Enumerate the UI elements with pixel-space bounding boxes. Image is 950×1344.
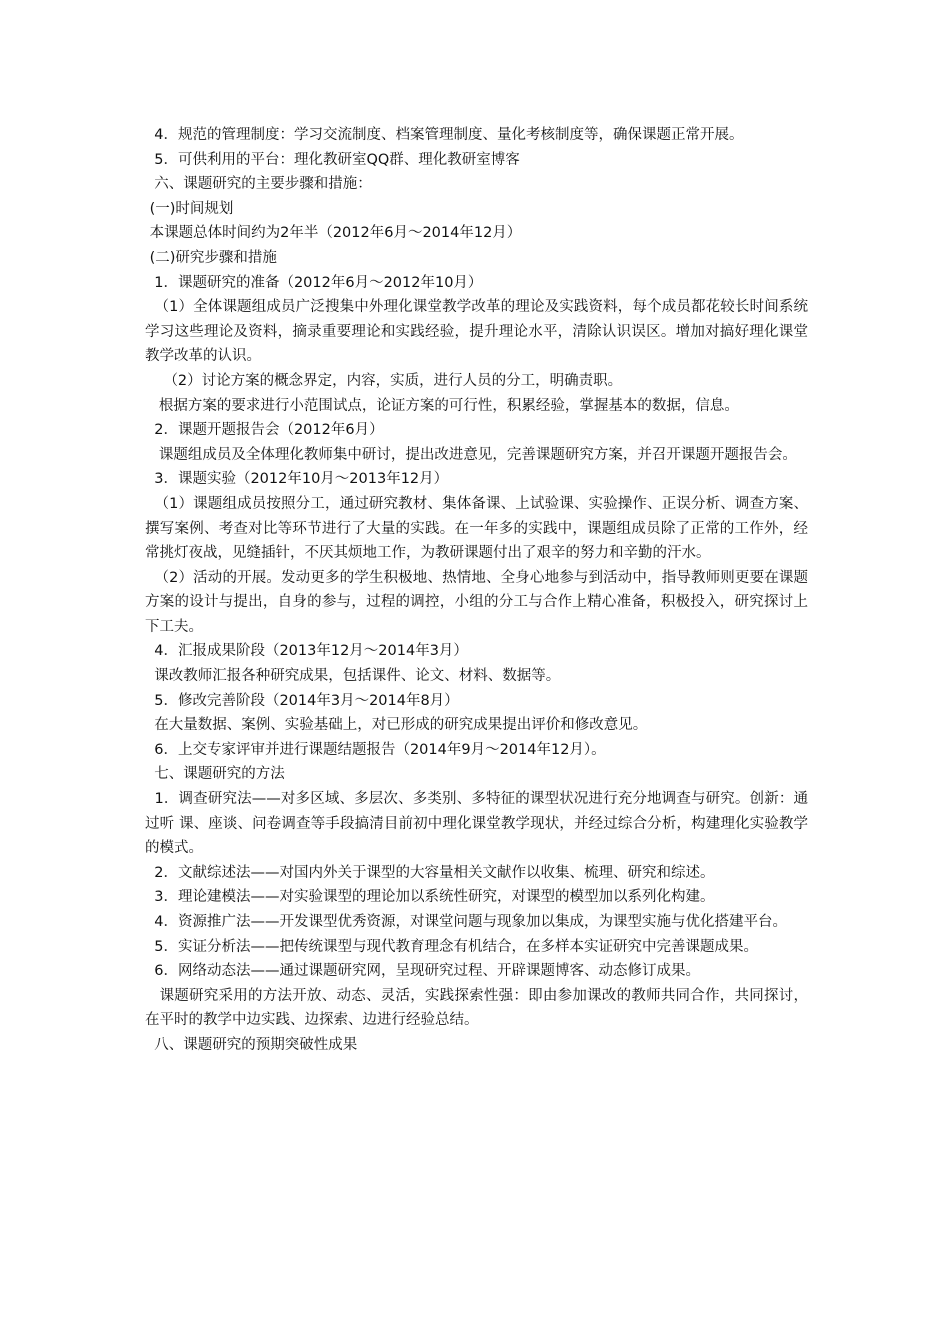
heading-section-6: 六、课题研究的主要步骤和措施： (145, 176, 372, 193)
step-1-item-2: （2）讨论方案的概念界定，内容，实质，进行人员的分工，明确责职。 (145, 372, 623, 389)
step-1-heading: 1．课题研究的准备（2012年6月～2012年10月） (145, 274, 483, 291)
step-2-text: 课题组成员及全体理化教师集中研讨，提出改进意见，完善课题研究方案，并召开课题开题报告会。 (145, 446, 797, 463)
paragraph-platform: 5．可供利用的平台：理化教研室QQ群、理化教研室博客 (145, 151, 520, 168)
step-4-text: 课改教师汇报各种研究成果，包括课件、论文、材料、数据等。 (145, 668, 561, 685)
document-body (145, 123, 808, 1058)
method-2: 2．文献综述法——对国内外关于课型的大容量相关文献作以收集、梳理、研究和综述。 (145, 864, 715, 881)
heading-section-7: 七、课题研究的方法 (145, 766, 285, 783)
paragraph-total-time: 本课题总体时间约为2年半（2012年6月～2014年12月） (145, 225, 522, 242)
subheading-steps: (二)研究步骤和措施 (145, 249, 277, 266)
subheading-time-plan: (一)时间规划 (145, 200, 234, 217)
paragraph-management-system: 4．规范的管理制度：学习交流制度、档案管理制度、量化考核制度等，确保课题正常开展。 (145, 127, 744, 143)
step-2-heading: 2．课题开题报告会（2012年6月） (145, 422, 384, 439)
method-1: 1．调查研究法——对多区域、多层次、多类别、多特征的课型状况进行充分地调查与研究。创新：通过听 课、座谈、问卷调查等手段搞清目前初中理化课堂教学现状，并经过综合分析，构建理化实验教学的模式。 (145, 791, 808, 857)
step-6-heading: 6．上交专家评审并进行课题结题报告（2014年9月～2014年12月）。 (145, 741, 606, 758)
step-3-item-2: （2）活动的开展。发动更多的学生积极地、热情地、全身心地参与到活动中，指导教师则更要在课题方案的设计与提出，自身的参与，过程的调控，小组的分工与合作上精心准备，积极投入，研究探讨上下工夫。 (145, 569, 808, 635)
step-1-item-1: （1）全体课题组成员广泛搜集中外理化课堂教学改革的理论及实践资料，每个成员都花较长时间系统学习这些理论及资料，摘录重要理论和实践经验，提升理论水平，清除认识误区。增加对搞好理化课堂教学改革的认识。 (145, 299, 808, 365)
method-3: 3．理论建模法——对实验课型的理论加以系统性研究，对课型的模型加以系列化构建。 (145, 889, 715, 906)
step-5-heading: 5．修改完善阶段（2014年3月～2014年8月） (145, 692, 459, 709)
method-5: 5．实证分析法——把传统课型与现代教育理念有机结合，在多样本实证研究中完善课题成果。 (145, 938, 758, 955)
step-4-heading: 4．汇报成果阶段（2013年12月～2014年3月） (145, 643, 468, 660)
step-5-text: 在大量数据、案例、实验基础上，对已形成的研究成果提出评价和修改意见。 (145, 717, 648, 734)
step-3-heading: 3．课题实验（2012年10月～2013年12月） (145, 471, 449, 488)
method-4: 4．资源推广法——开发课型优秀资源，对课堂问题与现象加以集成，为课型实施与优化搭建平台。 (145, 914, 787, 930)
methods-summary: 课题研究采用的方法开放、动态、灵活，实践探索性强：即由参加课改的教师共同合作，共同探讨，在平时的教学中边实践、边探索、边进行经验总结。 (145, 987, 809, 1029)
step-3-item-1: （1）课题组成员按照分工，通过研究教材、集体备课、上试验课、实验操作、正误分析、调查方案、撰写案例、考查对比等环节进行了大量的实践。在一年多的实践中，课题组成员除了正常的工作外，经常挑灯夜战，见缝插针，不厌其烦地工作，为教研课题付出了艰辛的努力和辛勤的汗水。 (145, 495, 808, 562)
heading-section-8: 八、课题研究的预期突破性成果 (145, 1036, 358, 1053)
method-6: 6．网络动态法——通过课题研究网，呈现研究过程、开辟课题博客、动态修订成果。 (145, 963, 700, 980)
step-1-pilot: 根据方案的要求进行小范围试点，论证方案的可行性，积累经验，掌握基本的数据，信息。 (145, 397, 739, 414)
